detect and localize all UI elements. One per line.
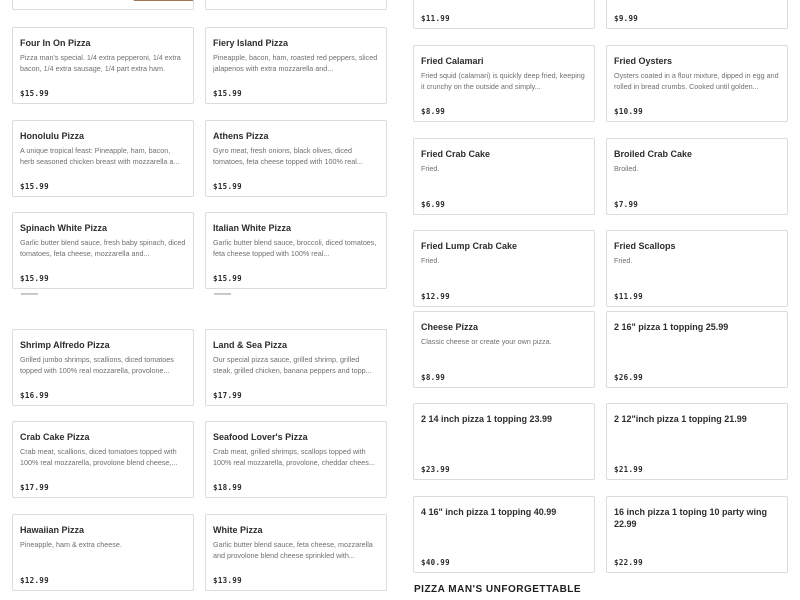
menu-item-spinach-white-pizza[interactable] [12, 212, 194, 289]
menu-item-card[interactable] [606, 0, 788, 29]
menu-item-fried-crab-cake[interactable] [413, 138, 595, 215]
item-description: Garlic butter blend sauce, fresh baby spinach, diced tomatoes, feta cheese, mozzarella and... [20, 238, 186, 258]
item-description: Pineapple, bacon, ham, roasted red peppers, sliced jalapenos with extra mozzarella and... [213, 53, 378, 73]
item-name: Fried Oysters [614, 56, 673, 66]
item-price: $22.99 [614, 558, 643, 567]
item-price: $8.99 [421, 107, 446, 116]
item-name: Shrimp Alfredo Pizza [20, 340, 110, 350]
item-price: $15.99 [213, 274, 242, 283]
item-description: Classic cheese or create your own pizza. [421, 337, 552, 346]
item-name: Italian White Pizza [213, 223, 292, 233]
item-name: 2 14 inch pizza 1 topping 23.99 [421, 414, 553, 424]
item-name: Broiled Crab Cake [614, 149, 693, 159]
item-description: Fried. [614, 256, 633, 265]
item-price: $26.99 [614, 373, 643, 382]
item-name: Athens Pizza [213, 131, 269, 141]
item-name: Fiery Island Pizza [213, 38, 289, 48]
item-name: Fried Lump Crab Cake [421, 241, 518, 251]
item-price: $12.99 [20, 576, 49, 585]
item-description: Fried squid (calamari) is quickly deep fried, keeping it crunchy on the outside and simply... [421, 71, 585, 91]
item-price: $8.99 [421, 373, 446, 382]
menu-item-italian-white-pizza[interactable] [205, 212, 387, 289]
item-price: $15.99 [213, 89, 242, 98]
menu-item-seafood-lovers-pizza[interactable] [205, 421, 387, 498]
item-name: Honolulu Pizza [20, 131, 84, 141]
menu-item-card[interactable] [12, 0, 194, 10]
item-name: Spinach White Pizza [20, 223, 108, 233]
menu-item-fried-scallops[interactable] [606, 230, 788, 307]
menu-item-fiery-island-pizza[interactable] [205, 27, 387, 104]
item-name: Crab Cake Pizza [20, 432, 90, 442]
menu-item-2-16-pizza-deal[interactable] [606, 311, 788, 388]
item-description: Broiled. [614, 164, 639, 173]
menu-item-crab-cake-pizza[interactable] [12, 421, 194, 498]
item-description: Crab meat, grilled shrimps, scallops topped with 100% real mozzarella, provolone, cheddar chees... [213, 447, 375, 467]
item-name: Hawaiian Pizza [20, 525, 85, 535]
menu-item-fried-oysters[interactable] [606, 45, 788, 122]
scroll-artifact: ▔▔▔▔ [214, 294, 231, 302]
item-price: $11.99 [614, 292, 643, 301]
section-heading: PIZZA MAN'S UNFORGETTABLE [414, 584, 582, 595]
menu-item-fried-calamari[interactable] [413, 45, 595, 122]
item-description: Gyro meat, fresh onions, black olives, diced tomatoes, feta cheese topped with 100% real... [213, 146, 363, 166]
item-name: 16 inch pizza 1 toping 10 party wing 22.99 [614, 507, 768, 529]
item-name: 2 12"inch pizza 1 topping 21.99 [614, 414, 747, 424]
menu-item-fried-lump-crab-cake[interactable] [413, 230, 595, 307]
item-description: Fried. [421, 164, 440, 173]
item-price: $15.99 [213, 182, 242, 191]
item-price: $10.99 [614, 107, 643, 116]
menu-item-4-16-pizza-deal[interactable] [413, 496, 595, 573]
item-name: Cheese Pizza [421, 322, 479, 332]
item-description: Crab meat, scallions, diced tomatoes topped with 100% real mozzarella, provolone blend cheese,... [20, 447, 178, 467]
item-price: $18.99 [213, 483, 242, 492]
item-name: Seafood Lover's Pizza [213, 432, 308, 442]
item-description: A unique tropical feast: Pineapple, ham, bacon, herb seasoned chicken breast with mozzarella a... [20, 146, 180, 166]
item-name: White Pizza [213, 525, 263, 535]
pizza-thumbnail-image [133, 0, 194, 1]
menu-item-athens-pizza[interactable] [205, 120, 387, 197]
item-name: Land & Sea Pizza [213, 340, 288, 350]
scroll-artifact: ▔▔▔▔ [21, 294, 38, 302]
menu-item-card[interactable] [413, 0, 595, 29]
item-price: $7.99 [614, 200, 639, 209]
item-description: Garlic butter blend sauce, feta cheese, mozzarella and provolone blend cheese sprinkled with... [213, 540, 373, 560]
menu-item-2-12-pizza-deal[interactable] [606, 403, 788, 480]
menu-item-cheese-pizza[interactable] [413, 311, 595, 388]
item-price: $40.99 [421, 558, 450, 567]
item-price: $6.99 [421, 200, 446, 209]
item-price: $15.99 [20, 274, 49, 283]
item-description: Our special pizza sauce, grilled shrimp, grilled steak, grilled chicken, banana peppers and topp... [213, 355, 372, 375]
item-description: Grilled jumbo shrimps, scallions, diced tomatoes topped with 100% real mozzarella, provolone... [20, 355, 174, 375]
item-price: $9.99 [614, 14, 639, 23]
item-description: Fried. [421, 256, 440, 265]
item-description: Pineapple, ham & extra cheese. [20, 540, 122, 549]
item-name: Fried Calamari [421, 56, 484, 66]
item-price: $16.99 [20, 391, 49, 400]
menu-item-land-and-sea-pizza[interactable] [205, 329, 387, 406]
item-name: Fried Scallops [614, 241, 676, 251]
menu-item-2-14-pizza-deal[interactable] [413, 403, 595, 480]
item-price: $21.99 [614, 465, 643, 474]
item-price: $17.99 [20, 483, 49, 492]
menu-item-four-in-on-pizza[interactable] [12, 27, 194, 104]
item-price: $13.99 [213, 576, 242, 585]
item-price: $23.99 [421, 465, 450, 474]
item-price: $12.99 [421, 292, 450, 301]
item-name: 4 16" inch pizza 1 topping 40.99 [421, 507, 557, 517]
item-description: Oysters coated in a flour mixture, dipped in egg and rolled in bread crumbs. Cooked until golden... [614, 71, 779, 91]
item-description: Garlic butter blend sauce, broccoli, diced tomatoes, feta cheese topped with 100% real... [213, 238, 377, 258]
item-price: $17.99 [213, 391, 242, 400]
item-description: Pizza man's special. 1/4 extra pepperoni, 1/4 extra bacon, 1/4 extra sausage, 1/4 part extra ham. [20, 53, 181, 73]
menu-item-broiled-crab-cake[interactable] [606, 138, 788, 215]
menu-item-pizza-and-wings-deal[interactable] [606, 496, 788, 573]
item-name: 2 16" pizza 1 topping 25.99 [614, 322, 729, 332]
item-name: Fried Crab Cake [421, 149, 491, 159]
menu-item-honolulu-pizza[interactable] [12, 120, 194, 197]
menu-item-shrimp-alfredo-pizza[interactable] [12, 329, 194, 406]
item-price: $11.99 [421, 14, 450, 23]
item-price: $15.99 [20, 89, 49, 98]
menu-item-white-pizza[interactable] [205, 514, 387, 591]
item-name: Four In On Pizza [20, 38, 91, 48]
menu-item-card[interactable] [205, 0, 387, 10]
menu-item-hawaiian-pizza[interactable] [12, 514, 194, 591]
item-price: $15.99 [20, 182, 49, 191]
